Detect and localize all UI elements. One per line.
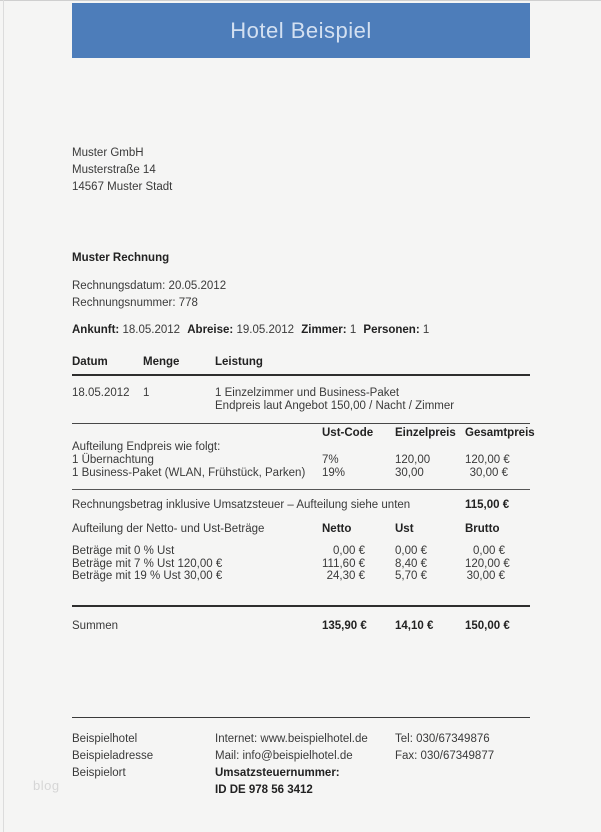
stay-room: Zimmer: 1 [301, 324, 357, 336]
totals-netto: 135,90 € [322, 619, 367, 632]
row-einzelpreis: 120,00 [395, 454, 431, 466]
vat-row-ust: 0,00 € [395, 545, 427, 557]
vat-row-ust: 5,70 € [395, 570, 427, 582]
col-header-einzelpreis: Einzelpreis [395, 427, 456, 439]
invoice-body [72, 59, 535, 633]
vat-row-desc: Beträge mit 0 % Ust [72, 545, 175, 557]
vat-row-ust: 8,40 € [395, 557, 427, 570]
footer-hotel-name: Beispielhotel [72, 733, 138, 745]
invoice-footer [72, 717, 530, 799]
vat-row-netto: 111,60 € [322, 557, 366, 570]
footer-tel: Tel: 030/67349876 [395, 733, 490, 745]
col-header-netto: Netto [322, 523, 352, 535]
row-gesamtpreis: 120,00 € [465, 454, 510, 466]
items-table [72, 356, 530, 424]
col-header-ust: Ust [395, 523, 414, 535]
footer-contact-block [215, 731, 395, 799]
footer-vat-number: ID DE 978 56 3412 [215, 784, 313, 796]
vat-row-desc: Beträge mit 19 % Ust 30,00 € [72, 570, 223, 582]
hotel-banner [72, 3, 530, 58]
vat-row-netto: 24,30 € [326, 570, 365, 582]
footer-hotel-address: Beispieladresse [72, 750, 154, 762]
col-header-gesamtpreis: Gesamtpreis [465, 427, 535, 439]
breakdown-intro: Aufteilung Endpreis wie folgt: [72, 441, 221, 453]
invoice-date-label: Rechnungsdatum: [72, 280, 166, 292]
scan-edge-top [0, 0, 601, 1]
totals-row [72, 607, 530, 633]
col-header-brutto: Brutto [465, 523, 500, 535]
price-breakdown-section [72, 424, 535, 490]
recipient-address [72, 145, 530, 196]
vat-row-desc: Beträge mit 7 % Ust 120,00 € [72, 557, 223, 570]
watermark-text: blog [33, 778, 60, 793]
row-gesamtpreis: 30,00 € [469, 467, 508, 479]
vat-section-title: Aufteilung der Netto- und Ust-Beträge [72, 523, 265, 535]
row-ust-code: 19% [322, 467, 346, 479]
item-leistung: 1 Einzelzimmer und Business-Paket Endpreis laut Angebot 150,00 / Nacht / Zimmer [215, 387, 455, 412]
item-datum: 18.05.2012 [72, 387, 130, 399]
vat-row-brutto: 120,00 € [465, 557, 510, 570]
col-header-datum: Datum [72, 356, 108, 368]
totals-ust: 14,10 € [395, 619, 434, 632]
items-table-header [72, 356, 530, 376]
stay-summary [72, 324, 530, 336]
invoice-total-amount: 115,00 € [465, 499, 510, 511]
footer-mail: Mail: info@beispielhotel.de [215, 750, 353, 762]
footer-internet: Internet: www.beispielhotel.de [215, 733, 368, 745]
invoice-date-value: 20.05.2012 [168, 280, 227, 292]
footer-hotel-city: Beispielort [72, 767, 126, 779]
row-desc: 1 Übernachtung [72, 454, 154, 466]
col-header-menge: Menge [143, 356, 180, 368]
invoice-title: Muster Rechnung [72, 252, 170, 264]
row-desc: 1 Business-Paket (WLAN, Frühstück, Parken) [72, 467, 306, 479]
item-menge: 1 [143, 387, 150, 399]
invoice-date-line [72, 278, 530, 295]
invoice-number-line [72, 295, 530, 312]
invoice-number-label: Rechnungsnummer: [72, 297, 176, 309]
breakdown-header-row [72, 427, 535, 441]
col-header-leistung: Leistung [215, 356, 263, 368]
row-einzelpreis: 30,00 [395, 467, 424, 479]
footer-vat-label: Umsatzsteuernummer: [215, 767, 340, 779]
recipient-street: Musterstraße 14 [72, 164, 156, 176]
col-header-ust-code: Ust-Code [322, 427, 374, 439]
vat-row-7 [72, 558, 530, 571]
breakdown-intro-row [72, 441, 530, 454]
stay-persons: Personen: 1 [363, 324, 430, 336]
items-table-row [72, 376, 530, 424]
vat-row-netto: 0,00 € [333, 545, 365, 557]
vat-row-brutto: 0,00 € [473, 545, 505, 557]
vat-rows [72, 545, 530, 607]
totals-label: Summen [72, 619, 119, 632]
footer-hotel-block [72, 731, 215, 799]
vat-row-brutto: 30,00 € [466, 570, 505, 582]
vat-header-row [72, 523, 530, 536]
row-ust-code: 7% [322, 454, 339, 466]
invoice-meta [72, 278, 530, 312]
hotel-name: Hotel Beispiel [230, 17, 372, 43]
invoice-total-label: Rechnungsbetrag inklusive Umsatzsteuer – Aufteilung siehe unten [72, 499, 411, 511]
footer-fax: Fax: 030/67349877 [395, 750, 495, 762]
footer-phone-block [395, 731, 530, 799]
recipient-city: 14567 Muster Stadt [72, 181, 173, 193]
recipient-name: Muster GmbH [72, 147, 144, 159]
vat-row-0 [72, 545, 530, 558]
breakdown-row-business-paket [72, 467, 530, 480]
stay-departure: Abreise: 19.05.2012 [187, 324, 295, 336]
vat-row-19 [72, 570, 530, 583]
invoice-number-value: 778 [178, 297, 198, 309]
breakdown-row-uebernachtung [72, 454, 530, 467]
stay-arrival: Ankunft: 18.05.2012 [72, 324, 181, 336]
scan-edge-left [3, 0, 4, 832]
invoice-total-row [72, 490, 530, 512]
totals-brutto: 150,00 € [465, 619, 510, 632]
